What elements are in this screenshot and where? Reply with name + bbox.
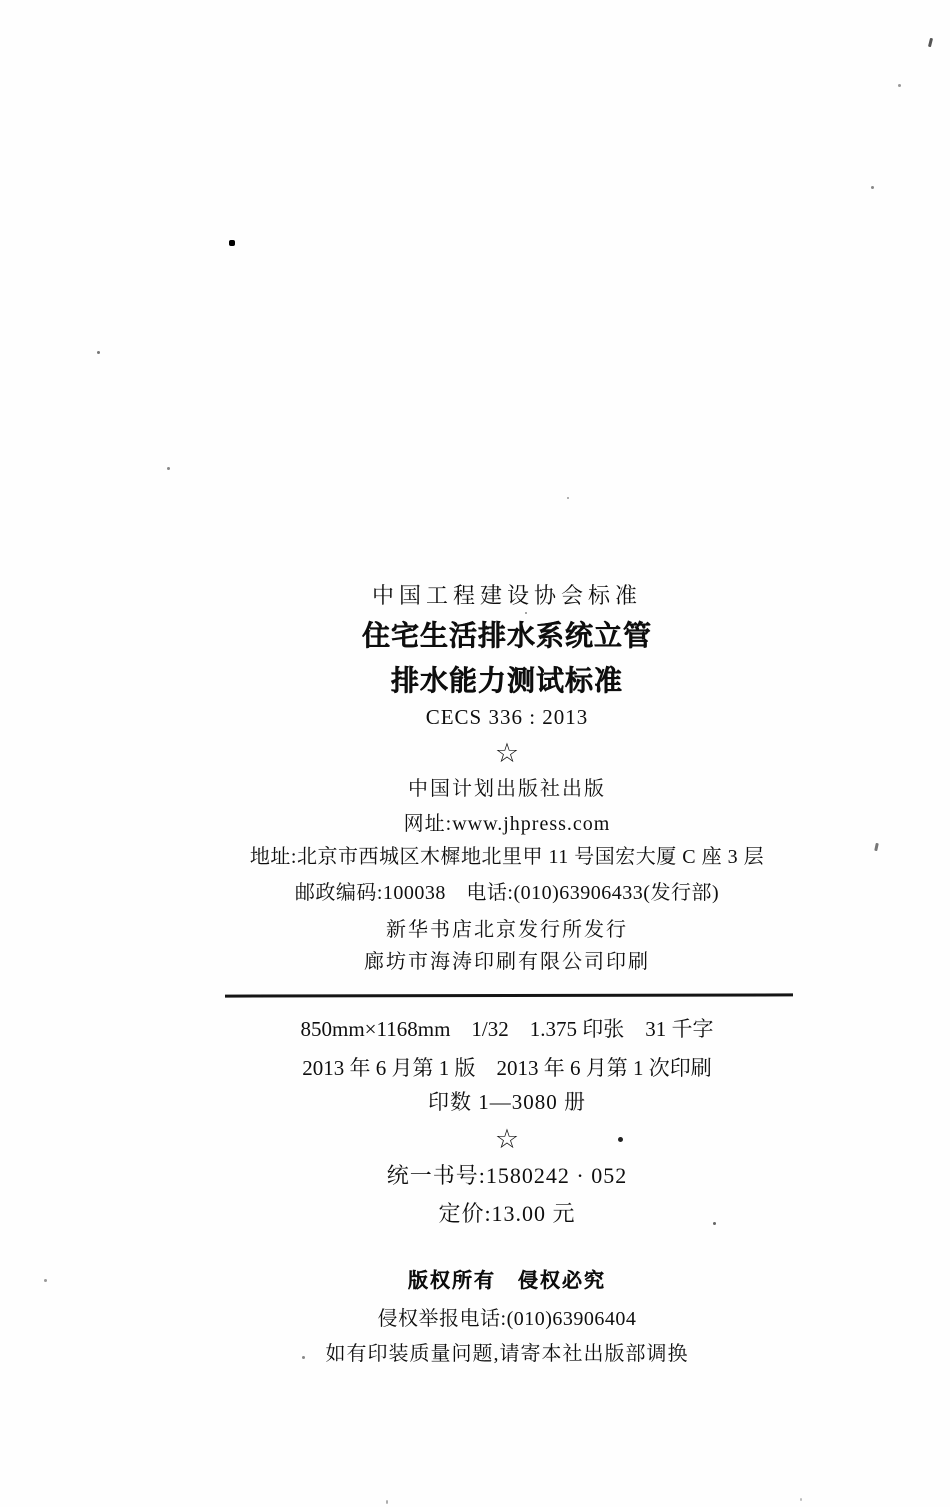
publisher-name: 中国计划出版社出版 [408,778,606,800]
publisher-address: 地址:北京市西城区木樨地北里甲 11 号国宏大厦 C 座 3 层 [249,846,765,868]
scan-speck [713,1222,716,1225]
scan-speck [44,1279,47,1282]
book-title-line1: 住宅生活排水系统立管 [361,620,652,651]
postal-code-and-phone: 邮政编码:100038 电话:(010)63906433(发行部) [294,882,720,904]
scan-speck [618,1137,623,1142]
scan-speck [386,1500,388,1504]
star-icon: ☆ [494,1124,520,1154]
book-title-line2: 排水能力测试标准 [390,665,623,696]
piracy-report-phone: 侵权举报电话:(010)63906404 [377,1308,637,1330]
scan-speck [898,84,901,87]
unified-book-number: 统一书号:1580242 · 052 [386,1163,628,1188]
divider-rule [225,993,793,997]
copyright-notice: 版权所有 侵权必究 [408,1270,606,1292]
star-icon: ☆ [494,738,520,768]
printer-line: 廊坊市海涛印刷有限公司印刷 [364,951,650,973]
publisher-website: 网址:www.jhpress.com [403,813,611,835]
scan-speck [567,497,569,499]
standard-number: CECS 336 : 2013 [425,705,589,729]
distributor-line: 新华书店北京发行所发行 [386,919,628,941]
association-standard-label: 中国工程建设协会标准 [371,583,642,608]
scan-speck [800,1498,802,1501]
scan-speck [97,351,100,354]
scan-speck [167,467,170,470]
scan-speck [302,1356,305,1359]
format-and-sheets-line: 850mm×1168mm 1/32 1.375 印张 31 千字 [300,1017,714,1041]
edition-line: 2013 年 6 月第 1 版 2013 年 6 月第 1 次印刷 [302,1056,712,1080]
print-quality-note: 如有印装质量问题,请寄本社出版部调换 [325,1343,689,1365]
scan-speck [229,240,235,246]
scan-speck [928,38,933,47]
scan-speck [525,612,527,614]
price-line: 定价:13.00 元 [438,1201,576,1226]
scan-speck [871,186,874,189]
print-run-line: 印数 1—3080 册 [428,1090,586,1114]
